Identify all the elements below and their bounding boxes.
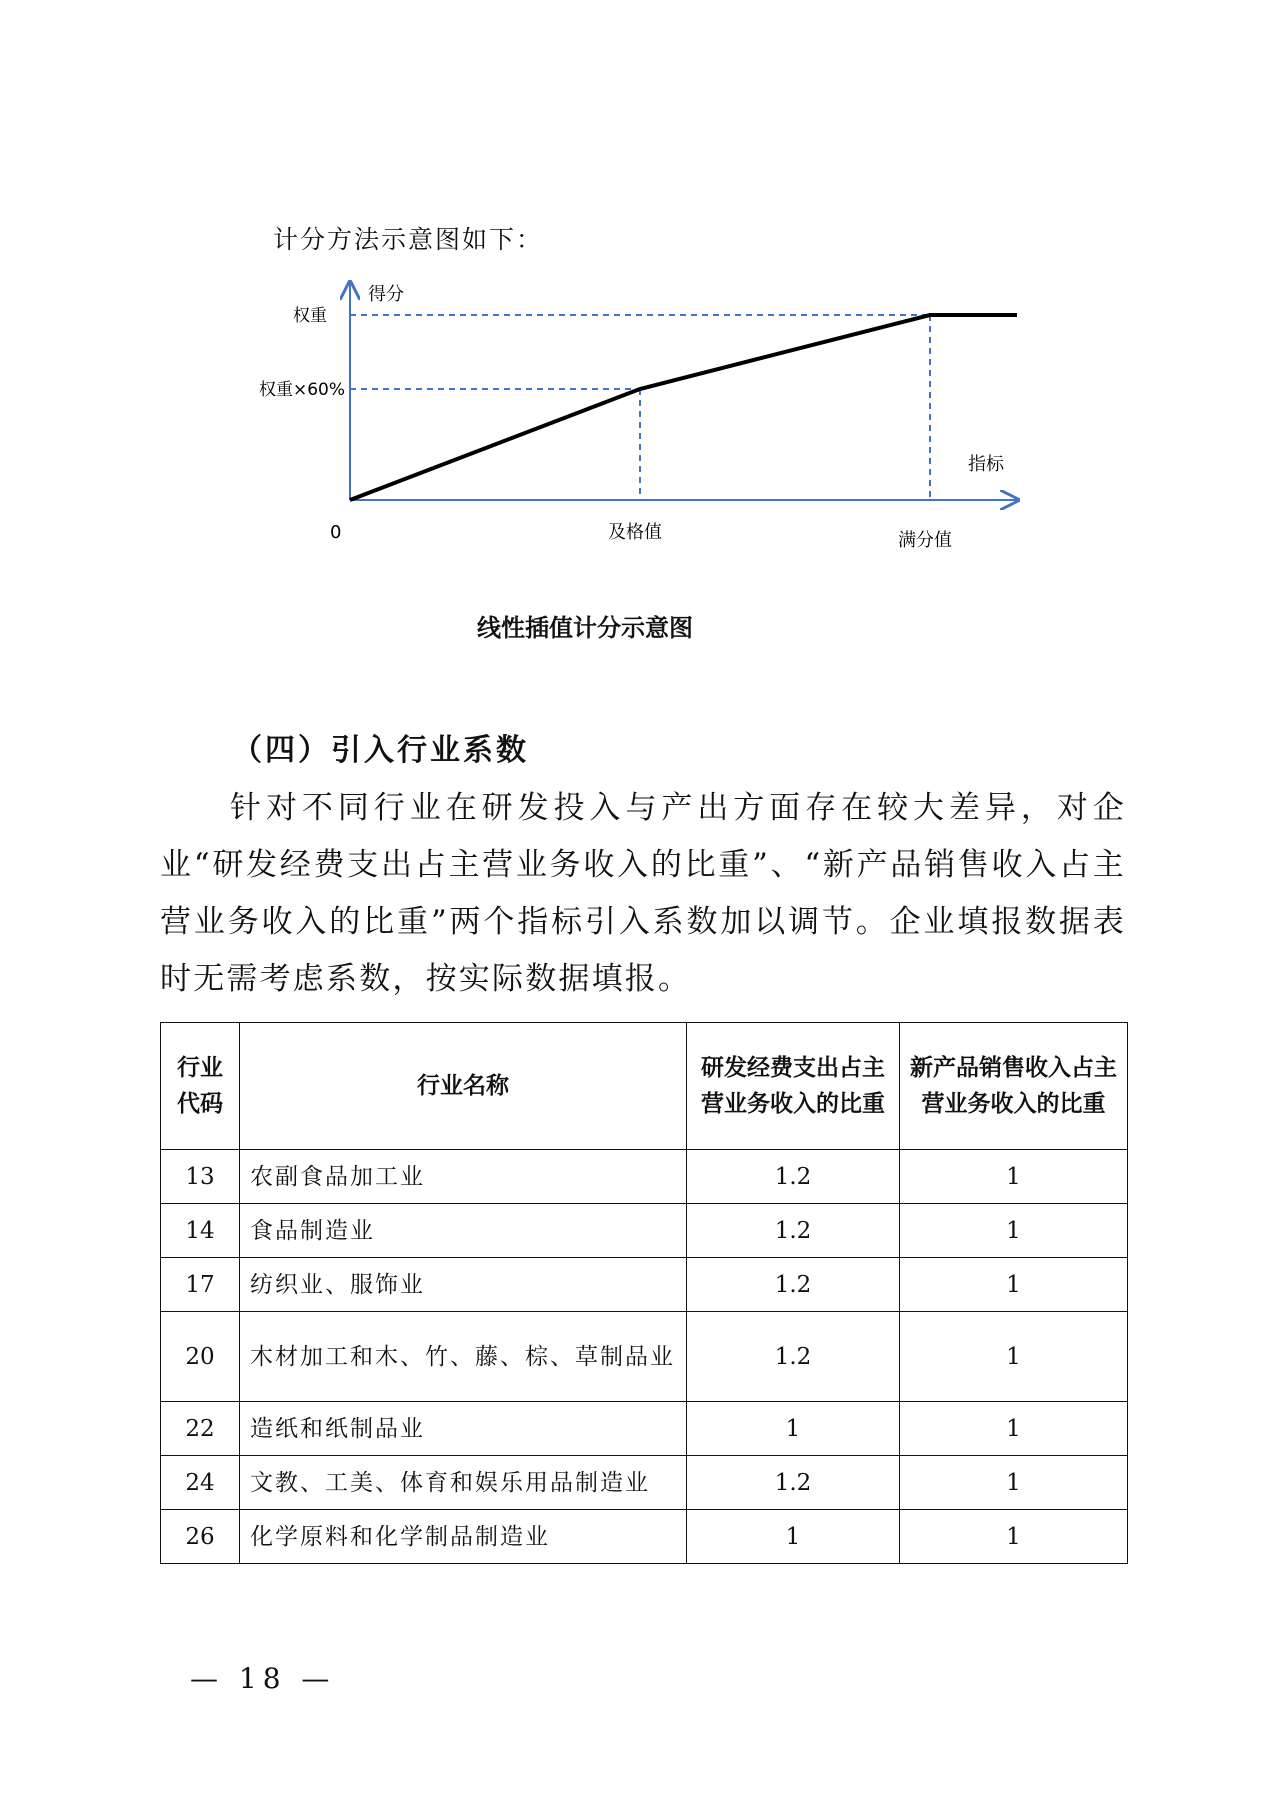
rd-coefficient: 1	[687, 1510, 900, 1564]
industry-code: 13	[161, 1150, 240, 1204]
new-product-coefficient: 1	[900, 1510, 1128, 1564]
body-paragraph: 针对不同行业在研发投入与产出方面存在较大差异，对企业“研发经费支出占主营业务收入的比重”、“新产品销售收入占主营业务收入的比重”两个指标引入系数加以调节。企业填报数据表时无需考虑系数，按实际数据填报。	[160, 790, 1126, 997]
industry-name: 木材加工和木、竹、藤、棕、草制品业	[240, 1312, 687, 1402]
section-heading: （四）引入行业系数	[232, 733, 529, 768]
y-tick-weight-60: 权重×60%	[258, 380, 345, 400]
rd-coefficient: 1.2	[687, 1312, 900, 1402]
rd-coefficient: 1	[687, 1402, 900, 1456]
table-row	[161, 1150, 1128, 1204]
industry-name: 食品制造业	[240, 1204, 687, 1258]
industry-name: 农副食品加工业	[240, 1150, 687, 1204]
page-number: — 18 —	[190, 1662, 336, 1695]
new-product-coefficient: 1	[900, 1150, 1128, 1204]
x-tick-full: 满分值	[898, 530, 952, 551]
table-row	[161, 1312, 1128, 1402]
header-rd-ratio: 研发经费支出占主营业务收入的比重	[687, 1023, 900, 1150]
new-product-coefficient: 1	[900, 1258, 1128, 1312]
new-product-coefficient: 1	[900, 1456, 1128, 1510]
industry-name: 造纸和纸制品业	[240, 1402, 687, 1456]
industry-code: 22	[161, 1402, 240, 1456]
table-row	[161, 1402, 1128, 1456]
y-tick-weight: 权重	[293, 306, 327, 326]
y-axis-label: 得分	[368, 284, 404, 305]
table-row	[161, 1204, 1128, 1258]
industry-code: 24	[161, 1456, 240, 1510]
industry-name: 文教、工美、体育和娱乐用品制造业	[240, 1456, 687, 1510]
header-industry-code: 行业代码	[161, 1023, 240, 1150]
rd-coefficient: 1.2	[687, 1456, 900, 1510]
x-tick-pass: 及格值	[608, 522, 662, 543]
industry-code: 14	[161, 1204, 240, 1258]
industry-name: 纺织业、服饰业	[240, 1258, 687, 1312]
chart-caption: 线性插值计分示意图	[477, 614, 693, 642]
new-product-coefficient: 1	[900, 1204, 1128, 1258]
x-axis-label: 指标	[968, 454, 1004, 475]
header-industry-name: 行业名称	[240, 1023, 687, 1150]
new-product-coefficient: 1	[900, 1402, 1128, 1456]
header-new-product-ratio: 新产品销售收入占主营业务收入的比重	[900, 1023, 1128, 1150]
score-line	[350, 315, 1017, 500]
new-product-coefficient: 1	[900, 1312, 1128, 1402]
industry-code: 20	[161, 1312, 240, 1402]
origin-label: 0	[330, 522, 342, 543]
intro-text: 计分方法示意图如下：	[273, 225, 544, 254]
table-row	[161, 1510, 1128, 1564]
rd-coefficient: 1.2	[687, 1204, 900, 1258]
scoring-chart	[0, 0, 1280, 600]
industry-code: 17	[161, 1258, 240, 1312]
industry-code: 26	[161, 1510, 240, 1564]
table-row	[161, 1456, 1128, 1510]
industry-name: 化学原料和化学制品制造业	[240, 1510, 687, 1564]
rd-coefficient: 1.2	[687, 1150, 900, 1204]
table-header-row	[161, 1023, 1128, 1150]
industry-coefficient-table	[160, 1022, 1128, 1564]
rd-coefficient: 1.2	[687, 1258, 900, 1312]
table-row	[161, 1258, 1128, 1312]
